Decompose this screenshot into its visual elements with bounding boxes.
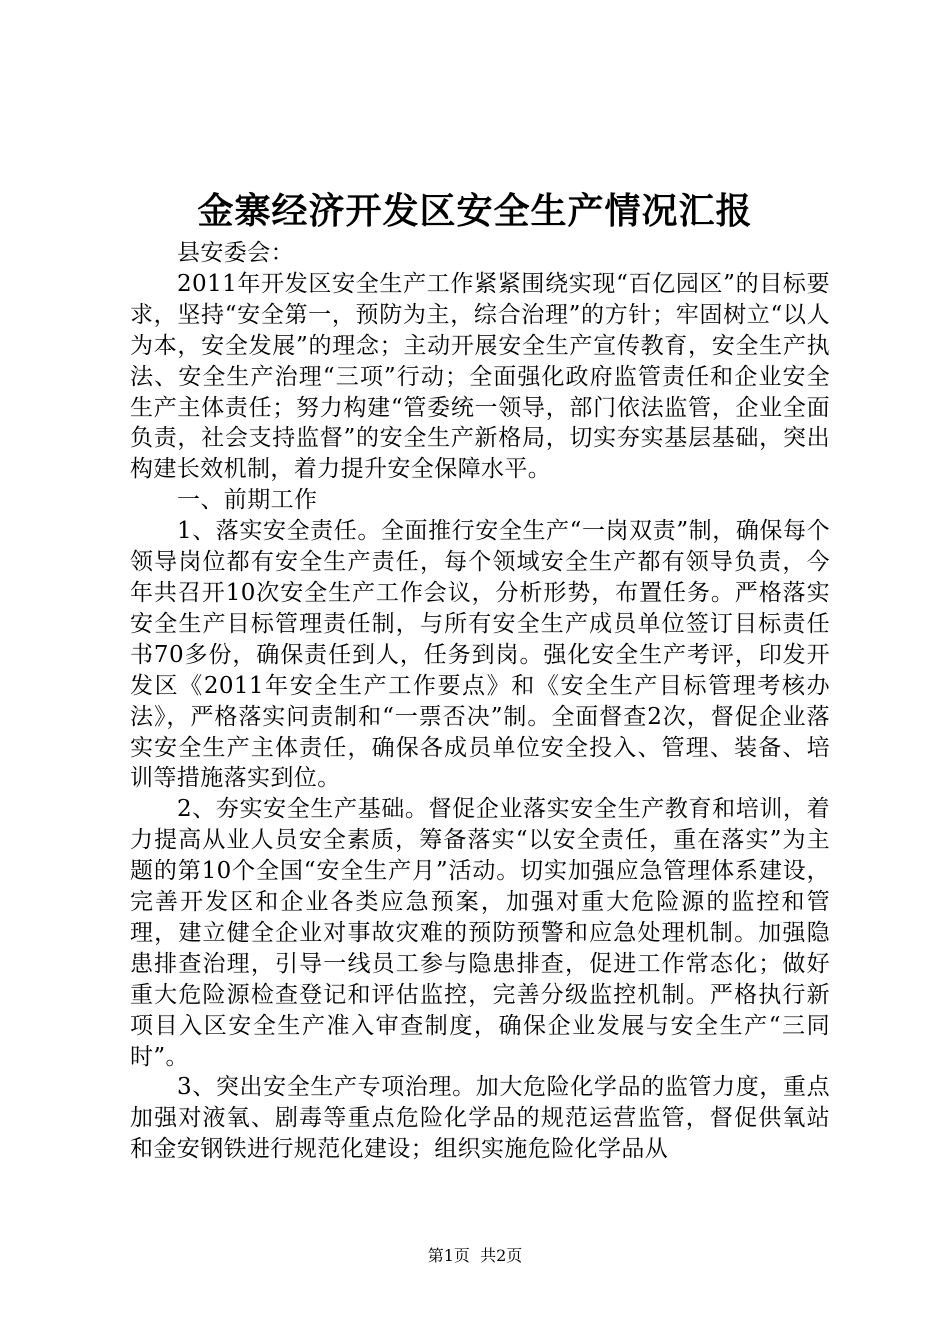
paragraph-item-1: 1、落实安全责任。全面推行安全生产“一岗双责”制，确保每个领导岗位都有安全生产责任，每个领域安全生产都有领导负责，今年共召开10次安全生产工作会议，分析形势，布置任务。严格落实安全生产目标管理责任制，与所有安全生产成员单位签订目标责任书70多份，确保责任到人，任务到岗。强化安全生产考评，印发开发区《2011年安全生产工作要点》和《安全生产目标管理考核办法》，严格落实问责制和“一票否决”制。全面督查2次，督促企业落实安全生产主体责任，确保各成员单位安全投入、管理、装备、培训等措施落实到位。 <box>130 518 830 792</box>
paragraph-intro: 2011年开发区安全生产工作紧紧围绕实现“百亿园区”的目标要求，坚持“安全第一，预防为主，综合治理”的方针；牢固树立“以人为本，安全发展”的理念；主动开展安全生产宣传教育，安全生产执法、安全生产治理“三项”行动；全面强化政府监管责任和企业安全生产主体责任；努力构建“管委统一领导，部门依法监管，企业全面负责，社会支持监督”的安全生产新格局，切实夯实基层基础，突出构建长效机制，着力提升安全保障水平。 <box>130 270 830 483</box>
paragraph-item-3: 3、突出安全生产专项治理。加大危险化学品的监管力度，重点加强对液氧、剧毒等重点危险化学品的规范运营监管，督促供氧站和金安钢铁进行规范化建设；组织实施危险化学品从 <box>130 1074 830 1163</box>
salutation: 县安委会： <box>177 240 294 266</box>
page-number-footer: 第1页 共2页 <box>427 1246 523 1265</box>
document-title: 金寨经济开发区安全生产情况汇报 <box>197 190 753 232</box>
document-body <box>130 238 830 1165</box>
paragraph-item-2: 2、夯实安全生产基础。督促企业落实安全生产教育和培训，着力提高从业人员安全素质，筹备落实“以安全责任，重在落实”为主题的第10个全国“安全生产月”活动。切实加强应急管理体系建设，完善开发区和企业各类应急预案，加强对重大危险源的监控和管理，建立健全企业对事故灾难的预防预警和应急处理机制。加强隐患排查治理，引导一线员工参与隐患排查，促进工作常态化；做好重大危险源检查登记和评估监控，完善分级监控机制。严格执行新项目入区安全生产准入审查制度，确保企业发展与安全生产“三同时”。 <box>130 796 830 1070</box>
section-heading: 一、前期工作 <box>177 487 318 514</box>
